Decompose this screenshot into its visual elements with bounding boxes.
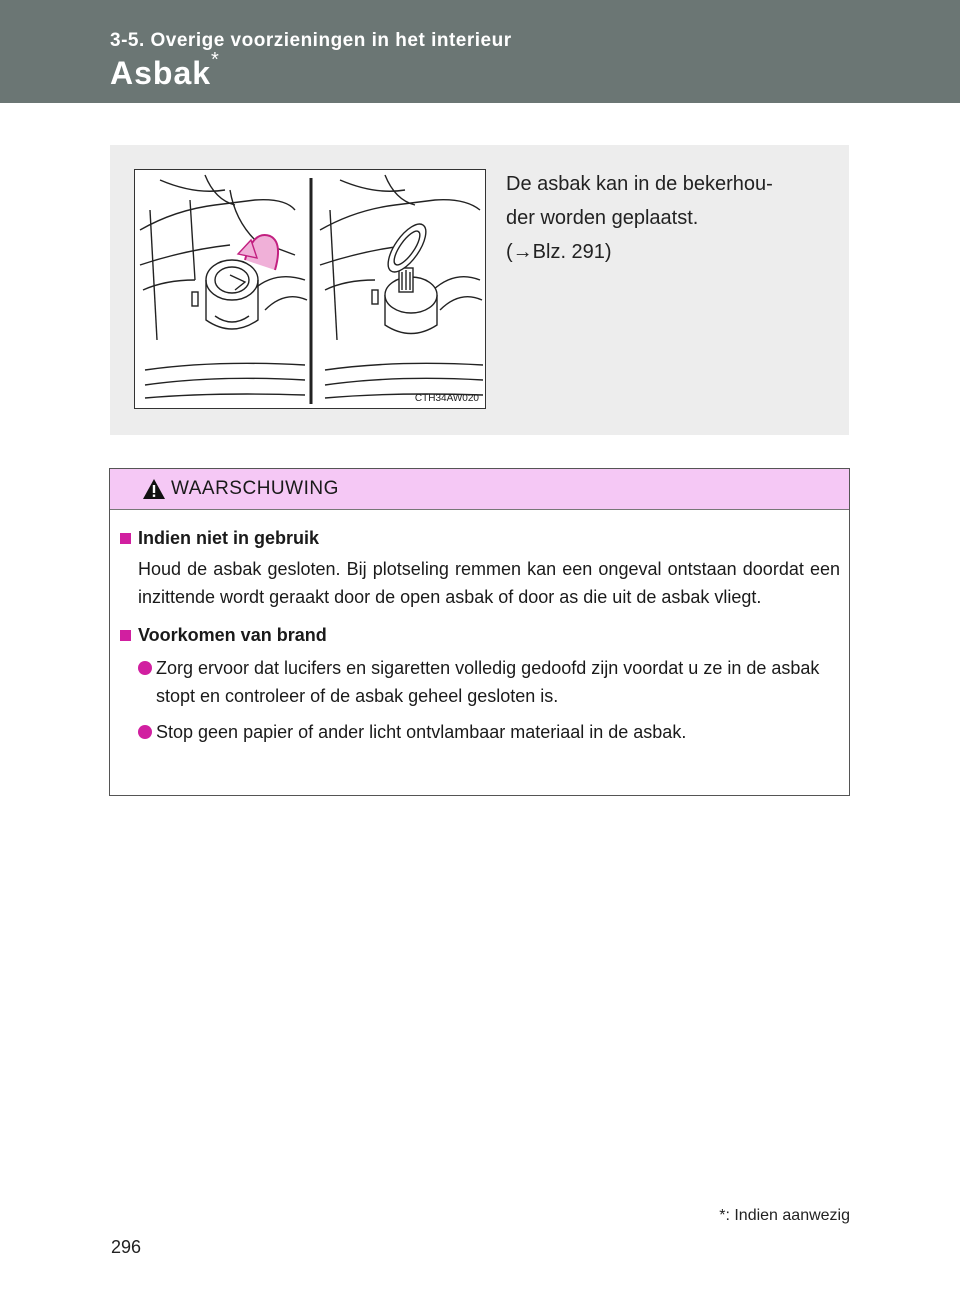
page-number: 296	[111, 1237, 142, 1257]
bullet-text: Zorg ervoor dat lucifers en sigaretten volledig gedoofd zijn voordat u ze in de asbak stopt en controleer of de asbak geheel gesloten is.	[156, 658, 820, 706]
warning-paragraph: Houd de asbak gesloten. Bij plotseling remmen kan een ongeval ontstaan doordat een inzittende wordt geraakt door de open asbak of door as die uit de asbak vliegt.	[138, 559, 840, 607]
warning-body	[110, 528, 849, 746]
square-bullet-icon	[120, 533, 131, 544]
info-text	[506, 167, 836, 269]
warning-header	[110, 469, 849, 510]
info-line-3: (→Blz. 291)	[506, 241, 612, 263]
bullet-item	[138, 654, 840, 710]
info-box	[110, 145, 849, 435]
info-line-1: De asbak kan in de bekerhou-	[506, 173, 773, 195]
ashtray-illustration	[134, 169, 486, 409]
square-bullet-icon	[120, 630, 131, 641]
title-asterisk: *	[211, 49, 220, 71]
warning-triangle-icon	[142, 478, 166, 505]
page-title-text: Asbak	[110, 55, 212, 91]
subheading-text: Voorkomen van brand	[138, 625, 327, 645]
round-bullet-icon	[138, 725, 152, 739]
warning-box	[109, 468, 850, 796]
footnote: *: Indien aanwezig	[719, 1207, 850, 1224]
bullet-item	[138, 718, 840, 746]
figure-code: CTH34AW020	[414, 393, 479, 404]
section-label: 3-5. Overige voorzieningen in het interieur	[110, 30, 512, 51]
bullet-text: Stop geen papier of ander licht ontvlambaar materiaal in de asbak.	[156, 722, 687, 742]
warning-title: WAARSCHUWING	[171, 478, 339, 499]
subheading-not-in-use	[120, 528, 840, 549]
page-title	[110, 49, 220, 92]
round-bullet-icon	[138, 661, 152, 675]
subheading-fire-prevention	[120, 625, 840, 646]
info-line-2: der worden geplaatst.	[506, 207, 699, 229]
ashtray-drawing	[135, 170, 485, 408]
chapter-header	[0, 0, 960, 103]
subheading-text: Indien niet in gebruik	[138, 528, 320, 548]
